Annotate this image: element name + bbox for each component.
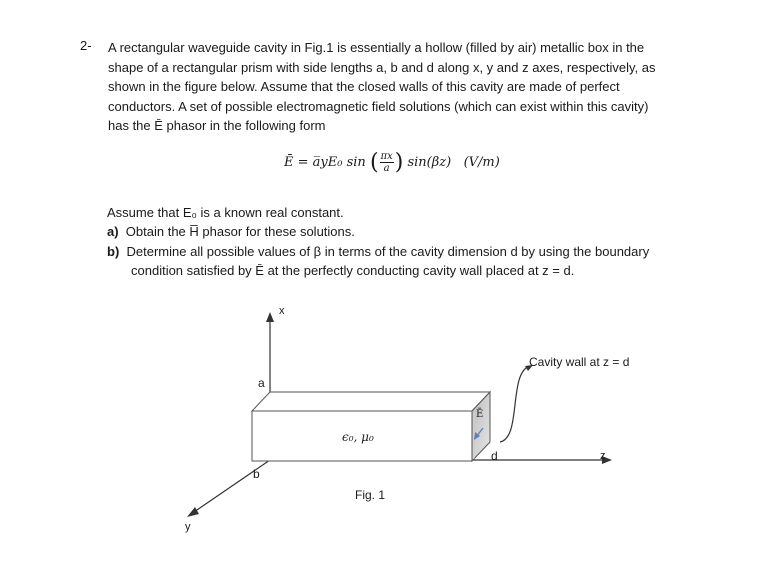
problem-line: conductors. A set of possible electromagnetic field solutions (which can exist within this cavity) — [108, 98, 649, 114]
equation-units: (V/m) — [463, 155, 500, 170]
problem-line: A rectangular waveguide cavity in Fig.1 is essentially a hollow (filled by air) metallic box in the — [108, 40, 645, 55]
problem-line: shape of a rectangular prism with side lengths a, b and d along x, y and z axes, respectively, as — [108, 59, 656, 75]
y-axis-arrowhead — [187, 507, 199, 517]
part-text: Determine all possible values of β in terms of the cavity dimension d by using the boundary — [126, 244, 650, 259]
equation-field: a̅yE₀ sin — [312, 155, 366, 170]
problem-number: 2- — [80, 38, 92, 53]
fraction-denominator: a — [383, 163, 390, 174]
x-axis-label: x — [279, 305, 285, 317]
part-label: a) — [107, 224, 119, 239]
cavity-wall-label: Cavity wall at z = d — [529, 355, 630, 369]
problem-line: has the Ē phasor in the following form — [108, 118, 326, 134]
part-label: b) — [107, 244, 120, 259]
fraction-numerator: πx — [380, 151, 393, 162]
equation-rest: sin(βz) — [403, 155, 452, 170]
z-axis-label: z — [600, 450, 606, 462]
x-axis-arrowhead — [266, 312, 274, 322]
part-b-continued: condition satisfied by Ē at the perfectly conducting cavity wall placed at z = d. — [131, 263, 575, 278]
dimension-a-label: a — [258, 376, 265, 390]
e-field-label: Ē — [476, 409, 484, 420]
part-text: Obtain the H̅ phasor for these solutions. — [125, 224, 355, 239]
cavity-top-face — [252, 392, 490, 411]
equation-lhs: Ē = — [284, 155, 313, 170]
wall-leader-line — [500, 366, 530, 442]
dimension-b-label: b — [253, 467, 260, 481]
medium-label: ϵ₀, μ₀ — [342, 430, 374, 444]
problem-line: shown in the figure below. Assume that the closed walls of this cavity are made of perfect — [108, 79, 620, 95]
dimension-d-label: d — [491, 449, 498, 463]
assume-text: Assume that E₀ is a known real constant. — [107, 205, 344, 220]
figure-caption: Fig. 1 — [355, 488, 386, 502]
y-axis-label: y — [185, 521, 191, 533]
e-field-equation: Ē = a̅yE₀ sin ( $\frac{\pi x}{a}$) sin(βz) (V/m) — [284, 150, 500, 175]
